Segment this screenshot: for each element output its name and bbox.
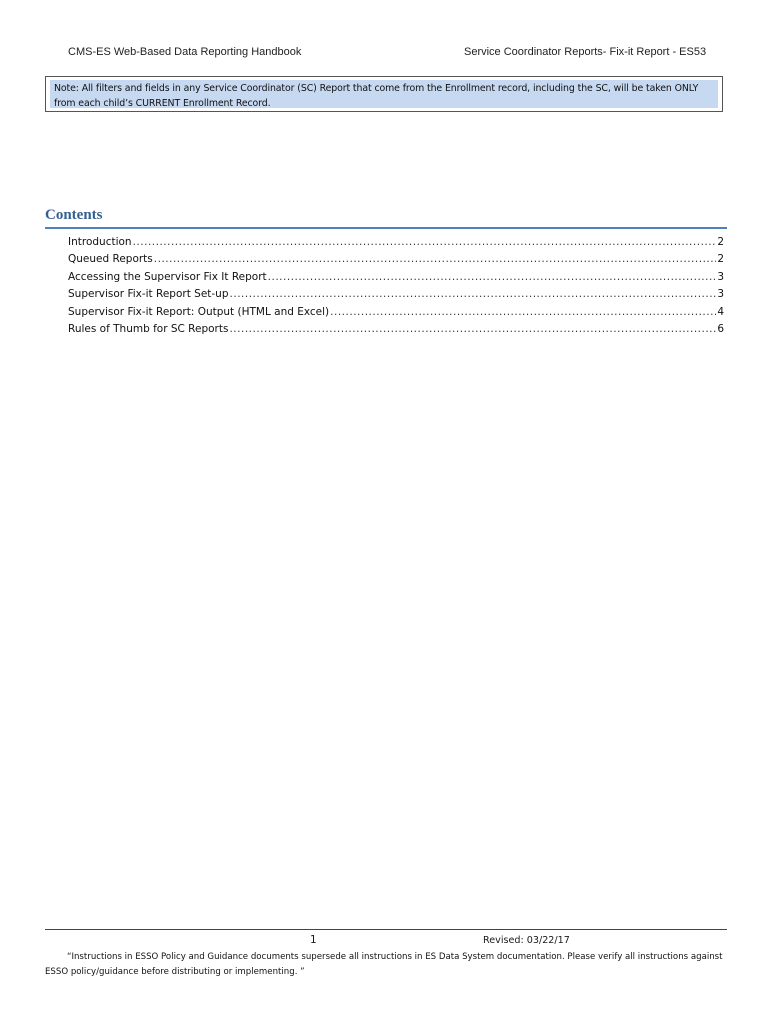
toc-entry-page: 3 [717,270,724,283]
running-header-title: CMS-ES Web-Based Data Reporting Handbook [68,46,302,58]
toc-entry-label: Queued Reports [68,253,153,266]
toc-entry-label: Supervisor Fix-it Report Set-up [68,288,229,301]
toc-entry-label: Accessing the Supervisor Fix It Report [68,270,267,283]
toc-entry-report-setup[interactable] [68,288,724,305]
revised-date: Revised: 03/22/17 [483,935,570,946]
contents-heading: Contents [45,207,103,223]
toc-leader-dots [268,271,717,283]
toc-entry-rules-of-thumb[interactable] [68,323,724,340]
toc-leader-dots [154,253,717,265]
toc-entry-label: Supervisor Fix-it Report: Output (HTML and Excel) [68,305,330,318]
toc-entry-label: Rules of Thumb for SC Reports [68,322,229,335]
toc-entry-page: 4 [717,305,724,318]
toc-entry-accessing-report[interactable] [68,271,724,288]
toc-leader-dots [330,306,716,318]
footer-disclaimer: “Instructions in ESSO Policy and Guidance documents supersede all instructions in ES Data System documentation. Please verify all instructions against ESSO policy/guidance before distributing or implementing. ” [45,952,723,977]
toc-leader-dots [229,323,716,335]
toc-entry-page: 2 [717,236,724,248]
contents-divider [45,227,727,229]
note-text: Note: All filters and fields in any Service Coordinator (SC) Report that come from the Enrollment record, including the SC, will be taken ONLY from each child’s CURRENT Enrollment Record. [50,80,718,108]
note-box [45,76,723,112]
table-of-contents [68,236,724,340]
toc-entry-label: Introduction [68,236,132,248]
toc-leader-dots [230,288,717,300]
toc-leader-dots [133,236,717,248]
toc-entry-report-output[interactable] [68,306,724,323]
running-header-section: Service Coordinator Reports- Fix-it Report - ES53 [464,46,707,58]
toc-entry-page: 2 [717,253,724,266]
toc-entry-page: 3 [717,288,724,301]
footer-divider [45,929,727,930]
page-number: 1 [310,934,317,946]
toc-entry-introduction[interactable] [68,236,724,253]
toc-entry-queued-reports[interactable] [68,253,724,270]
toc-entry-page: 6 [717,322,724,335]
